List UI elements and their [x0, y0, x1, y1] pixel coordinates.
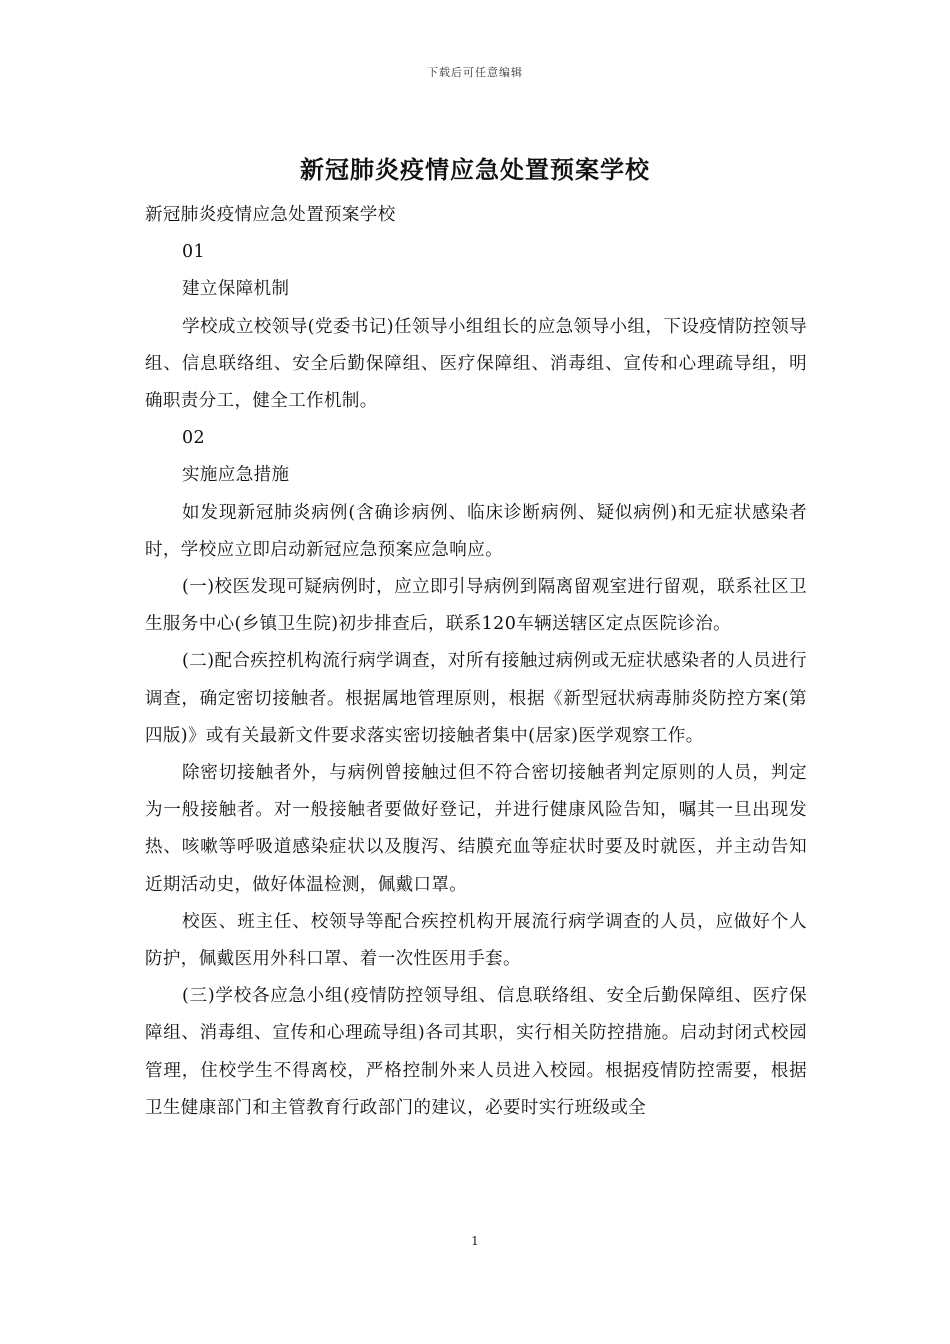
section-heading-1: 建立保障机制 — [182, 279, 290, 300]
document-body — [145, 197, 807, 1127]
body-paragraph: 学校成立校领导(党委书记)任领导小组组长的应急领导小组，下设疫情防控领导组、信息联络组、安全后勤保障组、医疗保障组、消毒组、宣传和心理疏导组，明确职责分工，健全工作机制。 — [145, 316, 807, 412]
body-paragraph: 如发现新冠肺炎病例(含确诊病例、临床诊断病例、疑似病例)和无症状感染者时，学校应立即启动新冠应急预案应急响应。 — [145, 502, 807, 560]
page-number: 1 — [471, 1234, 479, 1248]
document-title: 新冠肺炎疫情应急处置预案学校 — [300, 155, 650, 184]
section-heading-2: 实施应急措施 — [182, 465, 290, 486]
body-paragraph: (三)学校各应急小组(疫情防控领导组、信息联络组、安全后勤保障组、医疗保障组、消毒组、宣传和心理疏导组)各司其职，实行相关防控措施。启动封闭式校园管理，住校学生不得离校，严格控制外来人员进入校园。根据疫情防控需要，根据卫生健康部门和主管教育行政部门的建议，必要时实行班级或全 — [145, 986, 807, 1118]
body-paragraph: 除密切接触者外，与病例曾接触过但不符合密切接触者判定原则的人员，判定为一般接触者。对一般接触者要做好登记，并进行健康风险告知，嘱其一旦出现发热、咳嗽等呼吸道感染症状以及腹泻、结膜充血等症状时要及时就医，并主动告知近期活动史，做好体温检测，佩戴口罩。 — [145, 763, 807, 895]
body-paragraph: 校医、班主任、校领导等配合疾控机构开展流行病学调查的人员，应做好个人防护，佩戴医用外科口罩、着一次性医用手套。 — [145, 911, 807, 970]
page-header: 下载后可任意编辑 — [427, 66, 523, 79]
body-paragraph: (一)校医发现可疑病例时，应立即引导病例到隔离留观室进行留观，联系社区卫生服务中心(乡镇卫生院)初步排查后，联系120车辆送辖区定点医院诊治。 — [145, 577, 807, 635]
section-number-01: 01 — [182, 242, 206, 263]
section-number-02: 02 — [182, 428, 206, 449]
body-paragraph: (二)配合疾控机构流行病学调查，对所有接触过病例或无症状感染者的人员进行调查，确定密切接触者。根据属地管理原则，根据《新型冠状病毒肺炎防控方案(第四版)》或有关最新文件要求落实密切接触者集中(居家)医学观察工作。 — [145, 651, 807, 746]
subtitle-paragraph: 新冠肺炎疫情应急处置预案学校 — [145, 205, 396, 225]
